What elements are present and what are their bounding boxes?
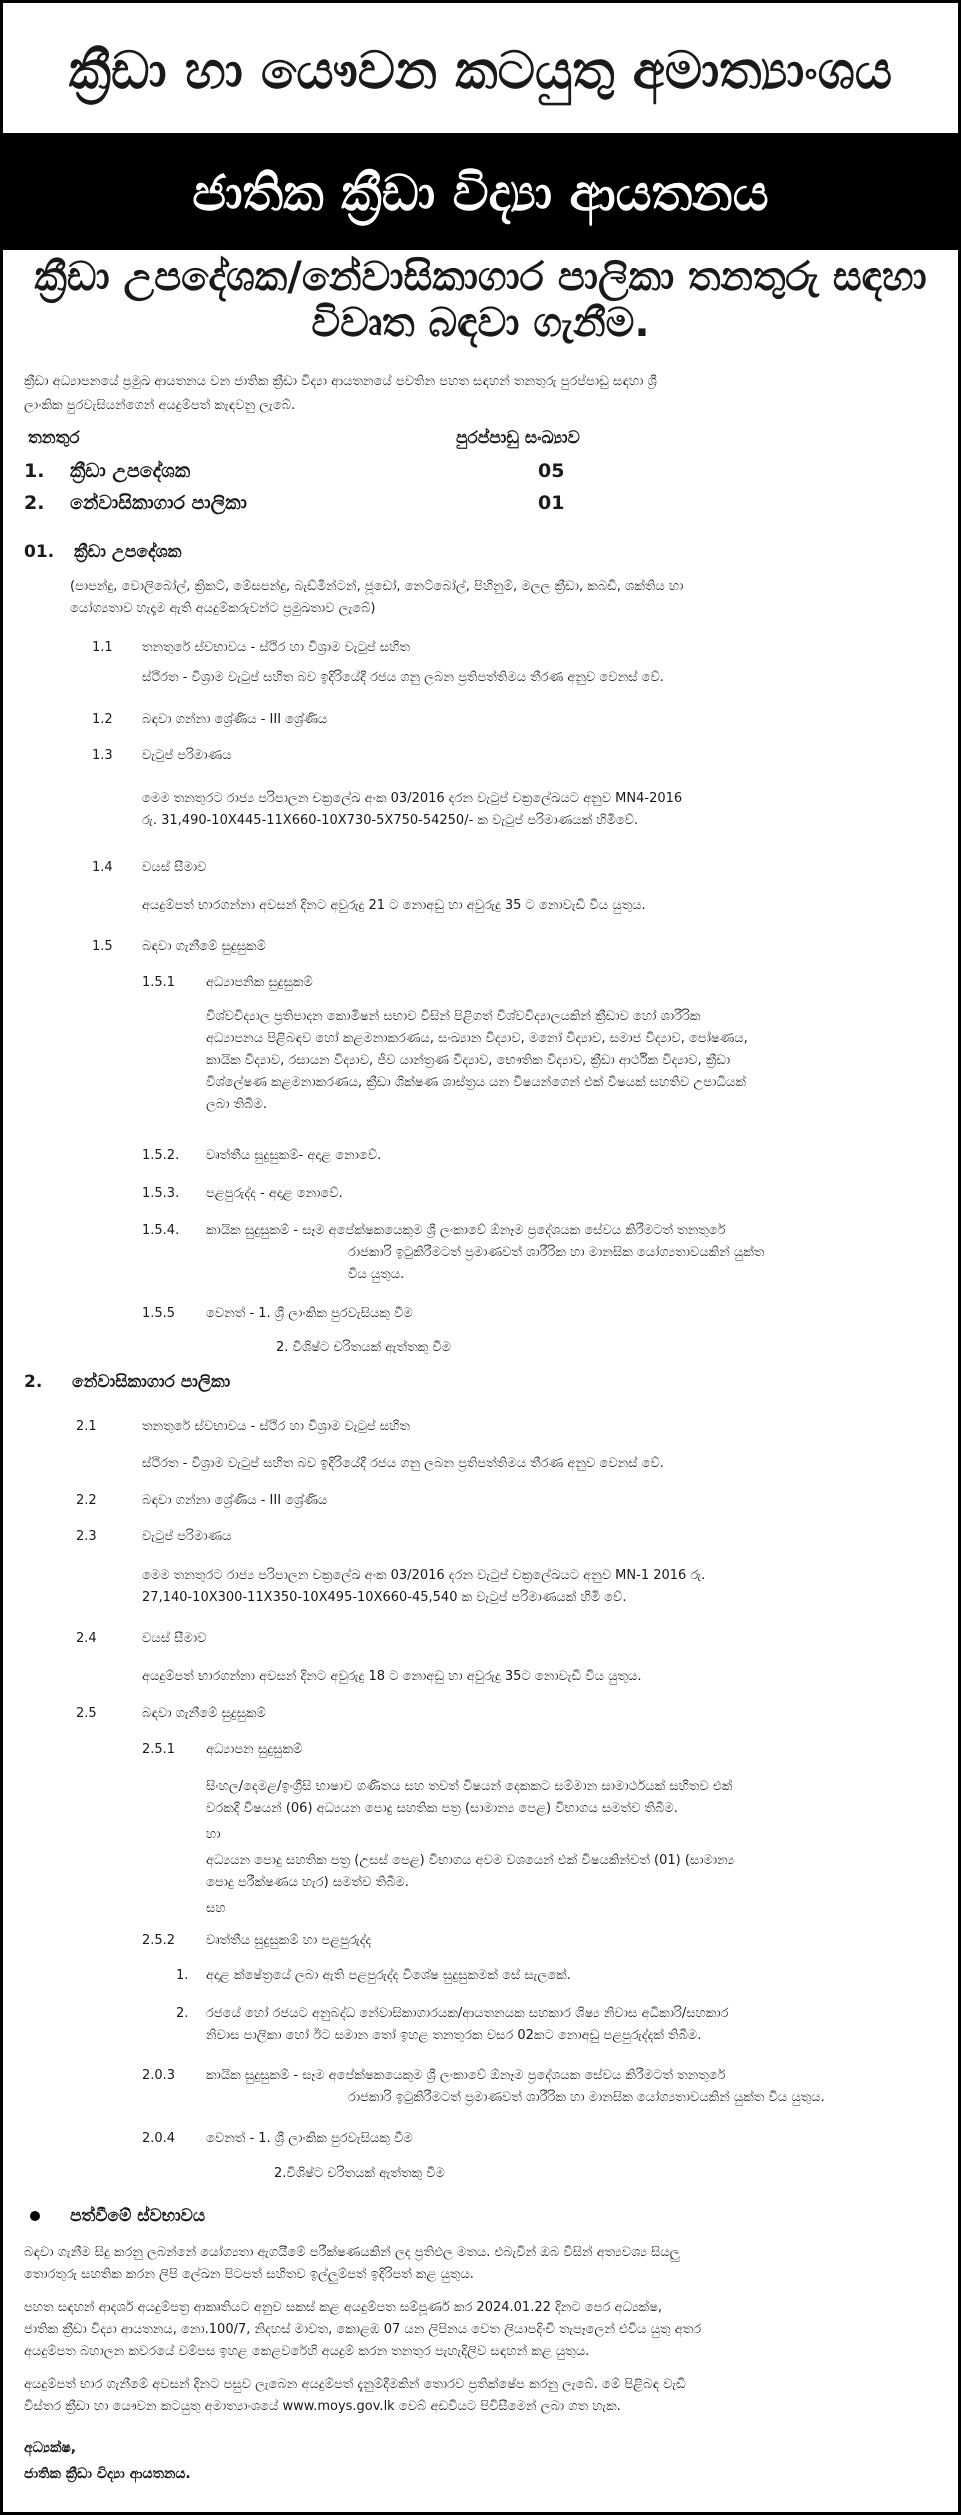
item-number: 2.0.3 (142, 2068, 176, 2083)
item-text: අධ්‍යාපනික සුදුසුකම් (206, 975, 313, 990)
item-subtext: අධ්‍යාපනය පිළිබඳව හෝ කළමනාකරණය, සංඛ්‍යාන විද්‍යාව, මනෝ විද්‍යාව, සමාජ විද්‍යාව, පෝෂණය, (206, 1031, 748, 1046)
signature-role: අධ්‍යක්ෂ, (24, 2440, 77, 2456)
vacancy-row-num: 2. (24, 492, 45, 514)
item-number: 2.2 (76, 1493, 97, 1508)
bullet-icon (30, 2211, 40, 2221)
col-count-header: පුරප්පාඩු සංඛ්‍යාව (456, 428, 580, 448)
paragraph-line: තොරතුරු සහතික කරන ලිපි ලේඛන පිටපත් සහිතව ඉල්ලුම්පත් ඉදිරිපත් කළ යුතුය. (24, 2267, 474, 2282)
section1-sports-line2: යෝග්‍යතාව හැදෑම ඇති අයදුම්කරුවන්ට ප්‍රමුඛතාව ලැබේ) (70, 601, 376, 616)
item-number: 2.5 (76, 1706, 97, 1721)
item-number: 1.5.3. (142, 1186, 180, 1201)
advert-title-line2: විවෘත බඳවා ගැනීම. (311, 300, 650, 346)
item-text: බඳවා ගන්නා ශ්‍රේණිය - III ශ්‍රේණිය (142, 712, 328, 727)
item-text: වෘත්තීය සුදුසුකම්- අදාළ නොවේ. (206, 1148, 382, 1163)
item-subtext: අධ්‍යයන පොදු සහතික පත්‍ර (උසස් පෙළ) විභාගය අවම වශයෙන් එක් විෂයකින්වත් (01) (සාමාන්‍ය (206, 1853, 735, 1868)
item-subtext: මෙම තනතුරට රාජ්‍ය පරිපාලන චක්‍රලේඛ අංක 03/2016 දරන වැටුප් චක්‍රලේඛයට අනුව MN4-2016 (142, 791, 683, 806)
item-subtext: අයදුම්පත් භාරගන්නා අවසන් දිනට අවුරුදු 21 ට නොඅඩු හා අවුරුදු 35 ට නොවැඩි විය යුතුය. (142, 898, 646, 913)
col-post-header: තනතුර (28, 428, 80, 448)
item-number: 1.5.1 (142, 975, 176, 990)
item-subtext: 2. විශිෂ්ට චරිතයක් ඇත්තකු වීම (276, 1340, 452, 1355)
item-text: වැටුප් පරිමාණය (142, 748, 232, 763)
item-text: වෘත්තීය සුදුසුකම් හා පළපුරුද්ද (206, 1933, 372, 1948)
item-text: බඳවා ගැනීමේ සුදුසුකම් (142, 939, 266, 954)
section2-number: 2. (24, 1372, 43, 1392)
item-subtext: ස්ථිරත - විශ්‍රාම වැටුප් සහිත බව ඉදිරියේදී රජය ගනු ලබන ප්‍රතිපත්තිමය තීරණ අනුව වෙනස් වේ. (142, 1456, 664, 1471)
item-text: බඳවා ගන්නා ශ්‍රේණිය - III ශ්‍රේණිය (142, 1493, 328, 1508)
list-item-text: රජයේ හෝ රජයට අනුබද්ධ නේවාසිකාගාරයක/ආයතනයක සහකාර ශිෂ්‍ය නිවාස අධිකාරි/සහකාර (206, 2006, 729, 2021)
ministry-title: ක්‍රීඩා හා යෞවන කටයුතු අමාත්‍යාංශය (0, 0, 961, 136)
intro-line2: ලාංකික පුරවැසියන්ගෙන් අයදුම්පත් කැඳවනු ලැබේ. (24, 398, 296, 413)
item-subtext: කායික විද්‍යාව, රසායන විද්‍යාව, ජීව යාන්ත්‍රණ විද්‍යාව, භෞතික විද්‍යාව, ක්‍රීඩා ආර්ථික විද්‍යාව, ක්‍රීඩා (206, 1053, 731, 1068)
list-item-text: අදාළ ක්ෂේත්‍රයේ ලබා ඇති පළපුරුද්ද විශේෂ සුදුසුකමක් සේ සැලකේ. (206, 1968, 571, 1983)
item-text: වයස් සීමාව (142, 860, 207, 875)
institute-title: ජාතික ක්‍රීඩා විද්‍යා ආයතනය (0, 136, 961, 250)
item-subtext: රාජකාරි ඉටුකිරීමටත් ප්‍රමාණවත් ශාරීරික හා මානසික යෝග්‍යතාවයකින් යුක්ත (348, 1245, 765, 1260)
item-subtext: 27,140-10X300-11X350-10X495-10X660-45,540 ක වැටුප් පරිමාණයක් හිමි වේ. (142, 1590, 627, 1605)
item-subtext: විය යුතුය. (348, 1267, 405, 1282)
section1-number: 01. (24, 542, 55, 562)
item-text: බඳවා ගැනීමේ සුදුසුකම් (142, 1706, 266, 1721)
advert-title-line1: ක්‍රීඩා උපදේශක/නේවාසිකාගාර පාලිකා තනතුරු සඳහා (34, 254, 927, 300)
item-subtext: සිංහල/දෙමළ/ඉංග්‍රීසි භාෂාව ගණිතය සහ තවත් විෂයන් දෙකකට සම්මාන සාමාර්ථයක් සහිතව එක් (206, 1779, 733, 1794)
item-subtext: හා (206, 1827, 221, 1842)
item-subtext: මෙම තනතුරට රාජ්‍ය පරිපාලන චක්‍රලේඛ අංක 03/2016 දරන වැටුප් චක්‍රලේඛයට අනුව MN-1 2016 රු. (142, 1568, 706, 1583)
item-subtext: විශ්ලේෂණ කළමනාකරණය, ක්‍රීඩා ශික්ෂණ ශාස්ත්‍රය යන විෂයන්ගෙන් එක් විෂයක් සහතිව උපාධියක් (206, 1075, 746, 1090)
list-item-number: 1. (176, 1968, 189, 1983)
item-text: කායික සුදුසුකම් - සෑම අපේක්ෂකයෙකුම ශ්‍රී ලංකාවේ ඕනෑම ප්‍රදේශයක සේවය කිරීමටත් තනතුරේ (206, 2068, 726, 2083)
item-number: 1.5.2. (142, 1148, 180, 1163)
item-subtext: විශ්වවිද්‍යාල ප්‍රතිපාදන කොමිෂන් සභාව විසින් පිළිගත් විශ්වවිද්‍යාලයකින් ක්‍රීඩාව හෝ ශාරීරික (206, 1009, 701, 1024)
item-text: වෙනත් - 1. ශ්‍රී ලාංකික පුරවැසියකු වීම (206, 1306, 413, 1321)
section1-title: ක්‍රීඩා උපදේශක (74, 542, 182, 562)
paragraph-line: අයදුම්පත් භාර ගැනීමේ අවසන් දිනට පසුව ලැබෙන අයදුම්පත් දැනුම්දීමකින් තොරව ප්‍රතික්ෂේප කරනු ලැබේ. මේ පිළිබඳ වැඩි (24, 2377, 686, 2392)
item-subtext: ලබා තිබීම. (206, 1097, 267, 1112)
item-subtext: රාජකාරි ඉටුකිරීමටත් ප්‍රමාණවත් ශාරීරික හා මානසික යෝග්‍යතාවයකින් යුක්ත විය යුතුය. (348, 2090, 825, 2105)
item-number: 1.1 (92, 640, 113, 655)
item-text: තනතුරේ ස්වභාවය - ස්ථිර හා විශ්‍රාම වැටුප් සහිත (142, 1419, 410, 1434)
item-subtext: පොදු පරීක්ෂණය හැර) සමත්ව තිබීම. (206, 1875, 409, 1890)
intro-line1: ක්‍රීඩා අධ්‍යාපනයේ ප්‍රමුඛ ආයතනය වන ජාතික ක්‍රීඩා විද්‍යා ආයතනයේ පවතින පහත සඳහන් තනතුරු පුරප්පාඩු සඳහා ශ්‍රී (24, 374, 657, 389)
list-item-number: 2. (176, 2006, 189, 2021)
vacancy-row-num: 1. (24, 460, 45, 482)
paragraph-line: ජාතික ක්‍රීඩා විද්‍යා ආයතනය, නො.100/7, නිදහස් මාවත, කොළඹ 07 යන ලිපිනය වෙත ලියාපදිංචි තැපෑලෙන් එවිය යුතු අතර (24, 2322, 702, 2337)
section1-sports-line1: (පාපන්දු, වොලිබෝල්, ක්‍රිකට්, මේසපන්දු, බැඩ්මින්ටන්, ජූඩෝ, නෙට්බෝල්, පිහිනුම්, මලල ක්‍රීඩා, කබඩි, ශක්තිය හා (70, 579, 684, 594)
item-subtext: සහ (206, 1901, 226, 1916)
vacancy-row-post: ක්‍රීඩා උපදේශක (70, 460, 191, 482)
vacancy-row-count: 05 (538, 460, 565, 482)
section2-title: නේවාසිකාගාර පාලිකා (72, 1372, 231, 1392)
item-subtext: රු. 31,490-10X445-11X660-10X730-5X750-54250/- ක වැටුප් පරිමාණයක් හිමිවේ. (142, 813, 639, 828)
signature-org: ජාතික ක්‍රීඩා විද්‍යා ආයතනය. (24, 2466, 191, 2482)
item-number: 1.5.4. (142, 1223, 180, 1238)
item-number: 1.2 (92, 712, 113, 727)
item-text: පළපුරුද්ද - අදාළ නොවේ. (206, 1186, 343, 1201)
item-subtext: 2.විශිෂ්ට චරිතයක් ඇත්තකු වීම (274, 2166, 445, 2181)
item-number: 2.5.1 (142, 1742, 176, 1757)
paragraph-line: පහත සඳහන් ආදර්ශ අයදුම්පත්‍ර ආකෘතියට අනුව සකස් කළ අයදුම්පත සම්පූර්ණ කර 2024.01.22 දිනට පෙර අධ්‍යක්ෂ, (24, 2300, 663, 2315)
item-number: 2.4 (76, 1631, 97, 1646)
paragraph-line: විස්තර ක්‍රීඩා හා යෞවන කටයුතු අමාත්‍යාංශයේ www.moys.gov.lk වෙබ් අඩවියට පිවිසීමෙන් ලබා ගත හැක. (24, 2399, 621, 2414)
item-number: 1.4 (92, 860, 113, 875)
item-number: 2.0.4 (142, 2131, 176, 2146)
paragraph-line: බඳවා ගැනීම සිදු කරනු ලබන්නේ යෝග්‍යතා ඇගයීමේ පරීක්ෂණයකින් ලද ප්‍රතිඵල මතය. එබැවින් ඔබ විසින් අත්‍යවශ්‍ය සියලු (24, 2245, 680, 2260)
item-text: වෙනත් - 1. ශ්‍රී ලාංකික පුරවැසියකු වීම (206, 2131, 413, 2146)
item-subtext: අයදුම්පත් භාරගන්නා අවසන් දිනට අවුරුදු 18 ට නොඅඩු හා අවුරුදු 35ට නොවැඩි විය යුතුය. (142, 1669, 642, 1684)
item-number: 1.5 (92, 939, 113, 954)
item-text: වැටුප් පරිමාණය (142, 1529, 232, 1544)
list-item-text: නිවාස පාලිකා හෝ ඊට සමාන තෝ ඉහළ තනතුරක වසර 02කට නොඅඩු පළපුරුද්දක් තිබීම. (206, 2028, 702, 2043)
vacancy-row-count: 01 (538, 492, 565, 514)
item-number: 2.3 (76, 1529, 97, 1544)
item-text: වයස් සීමාව (142, 1631, 207, 1646)
item-subtext: ස්ථිරත - විශ්‍රාම වැටුප් සහිත බව ඉදිරියේදී රජය ගනු ලබන ප්‍රතිපත්තිමය තීරණ අනුව වෙනස් වේ. (142, 670, 664, 685)
item-number: 2.5.2 (142, 1933, 176, 1948)
vacancy-row-post: නේවාසිකාගාර පාලිකා (70, 492, 247, 514)
item-subtext: වරකදී විෂයන් (06) අධ්‍යයන පොදු සහතික පත්‍ර (සාමාන්‍ය පෙළ) විභාගය සමත්ව තිබීම. (206, 1801, 678, 1816)
item-text: තනතුරේ ස්වභාවය - ස්ථිර හා විශ්‍රාම වැටුප් සහිත (142, 640, 410, 655)
item-text: අධ්‍යාපන සුදුසුකම් (206, 1742, 303, 1757)
item-number: 1.3 (92, 748, 113, 763)
item-number: 1.5.5 (142, 1306, 176, 1321)
advert-title (0, 250, 961, 350)
paragraph-line: අයදුම්පත බහාලන කවරයේ වම්පස ඉහළ කෙළවරේහි අයදුම් කරන තනතුර පැහැදිලිව සඳහන් කළ යුතුය. (24, 2344, 590, 2359)
selection-title: පත්වීමේ ස්වභාවය (70, 2206, 206, 2226)
item-text: කායික සුදුසුකම් - සෑම අපේක්ෂකයෙකුම ශ්‍රී ලංකාවේ ඕනෑම ප්‍රදේශයක සේවය කිරීමටත් තනතුරේ (206, 1223, 726, 1238)
item-number: 2.1 (76, 1419, 97, 1434)
